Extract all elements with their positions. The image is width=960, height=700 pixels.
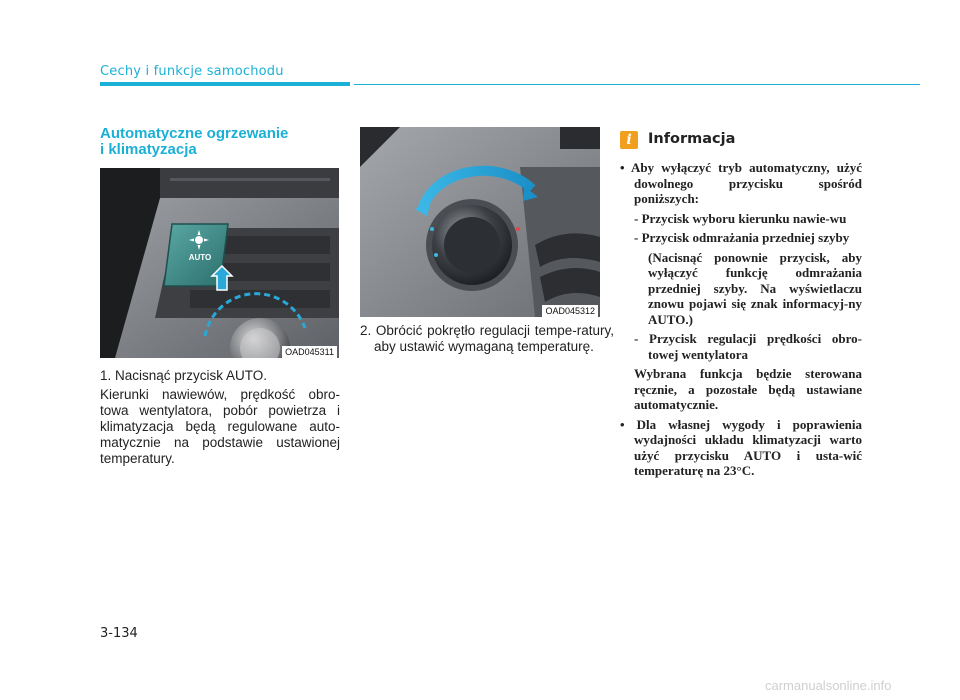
temperature-knob-illustration [360, 127, 600, 317]
header-rule-thick [100, 82, 350, 86]
step-1: 1. Nacisnąć przycisk AUTO. [100, 368, 268, 383]
step-1-description: Kierunki nawiewów, prędkość obro-towa wentylatora, pobór powietrza i klimatyzacja będą regulowane auto-matycznie na podstawie ustawionej temperatury. [100, 387, 340, 466]
page-number: 3-134 [100, 626, 138, 641]
info-bullet: • Dla własnej wygody i poprawienia wydajności układu klimatyzacji warto użyć przycisku AUTO i usta-wić temperaturę na 23°C. [620, 416, 862, 478]
auto-button-text: AUTO [188, 253, 212, 262]
info-dash-item: - Przycisk wyboru kierunku nawie-wu [634, 210, 847, 226]
info-bullet: • Aby wyłączyć tryb automatyczny, użyć dowolnego przycisku spośród poniższych: [620, 160, 862, 206]
info-dash-item: - Przycisk regulacji prędkości obro-towej wentylatora [634, 331, 862, 362]
section-title [100, 126, 340, 158]
info-body [620, 160, 862, 483]
section-title-line1: Automatyczne ogrzewanie [100, 125, 289, 142]
info-title: Informacja [648, 131, 736, 147]
figure-code: OAD045311 [282, 346, 337, 358]
watermark: carmanualsonline.info [765, 678, 892, 693]
info-dash-item: - Przycisk odmrażania przedniej szyby [634, 230, 850, 245]
info-icon: i [620, 131, 638, 149]
info-note: (Nacisnąć ponownie przycisk, aby wyłączyć funkcję odmrażania przedniej szyby. Na wyświetlaczu znowu pojawi się znak informacyj-ny AUTO.) [648, 249, 862, 327]
info-summary: Wybrana funkcja będzie sterowana ręcznie, a pozostałe będą ustawiane automatycznie. [634, 366, 862, 412]
auto-button-illustration [100, 168, 339, 358]
figure-code: OAD045312 [542, 305, 598, 317]
step-2: 2. Obrócić pokrętło regulacji tempe-ratury, aby ustawić wymaganą temperaturę. [360, 323, 614, 354]
section-title-line2: i klimatyzacja [100, 141, 197, 158]
figure-temperature-knob [360, 127, 600, 317]
chapter-title: Cechy i funkcje samochodu [100, 64, 284, 79]
header-rule-thin [354, 84, 920, 85]
figure-auto-button [100, 168, 339, 358]
